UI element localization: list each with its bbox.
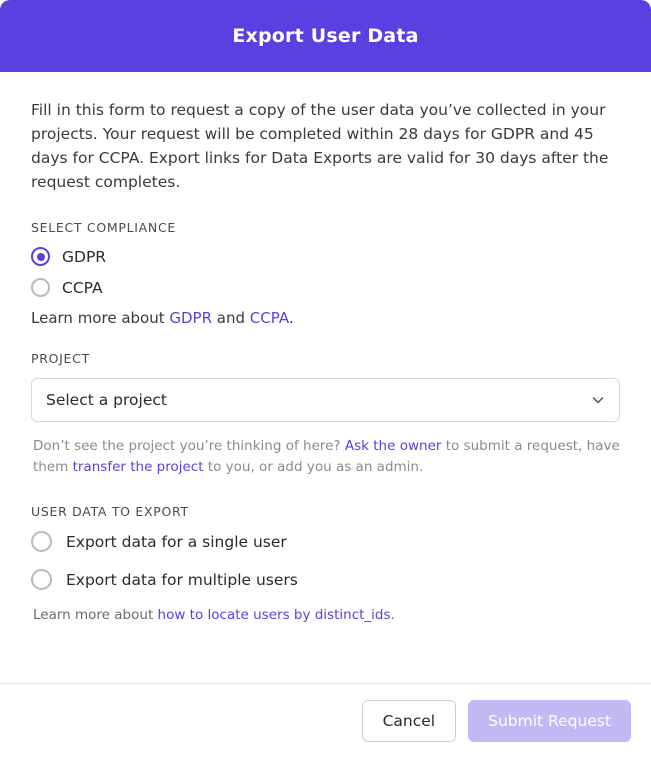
project-select-value: Select a project [46,391,167,409]
radio-option-single-user[interactable] [31,531,620,552]
radio-label-gdpr: GDPR [62,247,107,266]
modal-header [0,0,651,72]
radio-label-single-user: Export data for a single user [66,532,287,551]
radio-option-multiple-users[interactable] [31,569,620,590]
modal-footer [0,683,651,758]
radio-icon-single-user[interactable] [31,531,52,552]
modal-body [0,72,651,683]
submit-request-button[interactable]: Submit Request [468,700,631,742]
radio-icon-ccpa[interactable] [31,278,50,297]
project-select-wrapper [31,378,620,422]
user-data-section-label: USER DATA TO EXPORT [31,504,189,519]
project-select[interactable] [31,378,620,422]
link-ask-the-owner[interactable]: Ask the owner [344,438,442,454]
compliance-section-label: SELECT COMPLIANCE [31,220,176,235]
compliance-learn-middle: and [212,309,250,327]
link-gdpr[interactable]: GDPR [169,309,213,327]
link-locate-users-distinct-ids[interactable]: how to locate users by distinct_ids [157,607,391,623]
user-data-learn-suffix: . [390,607,395,623]
project-hint-prefix: Don’t see the project you’re thinking of here? [33,438,345,454]
radio-label-multiple-users: Export data for multiple users [66,570,298,589]
radio-icon-multiple-users[interactable] [31,569,52,590]
cancel-button[interactable]: Cancel [362,700,457,742]
radio-option-ccpa[interactable] [31,278,620,297]
modal-bottom-spacer [0,758,651,764]
project-hint-middle: to submit a request, have them [33,438,620,475]
project-hint-suffix: to you, or add you as an admin. [203,459,424,475]
project-section-label: PROJECT [31,351,90,366]
link-ccpa[interactable]: CCPA [249,309,289,327]
page-title: Export User Data [232,25,419,47]
radio-label-ccpa: CCPA [62,278,103,297]
compliance-learn-suffix: . [288,309,294,327]
user-data-learn-more [33,607,620,623]
radio-option-gdpr[interactable] [31,247,620,266]
radio-icon-gdpr[interactable] [31,247,50,266]
intro-text: Fill in this form to request a copy of the user data you’ve collected in your projects. Your request will be completed within 28 days for GDPR and 45 days for CCPA. Export links for Data Exports are valid for 30 days after the request completes. [31,101,609,191]
project-hint [33,436,620,478]
compliance-learn-more [31,309,620,327]
link-transfer-the-project[interactable]: transfer the project [72,459,204,475]
user-data-learn-prefix: Learn more about [33,607,158,623]
compliance-learn-prefix: Learn more about [31,309,170,327]
